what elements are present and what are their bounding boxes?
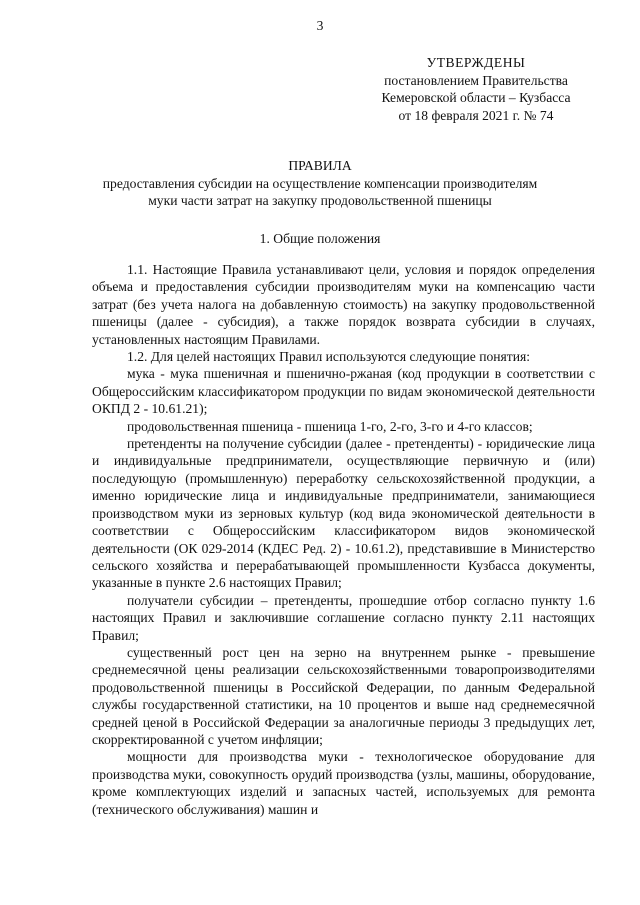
section-heading: 1. Общие положения	[259, 231, 381, 246]
approval-line-1: постановлением Правительства	[384, 72, 568, 88]
definition-applicants: претенденты на получение субсидии (далее - претенденты) - юридические лица и индивидуальные предприниматели, осуществляющие первичную и (или) последующую (промышленную) переработку сельскохозяйственной продукции, а именно юридические лица и индивидуальные предприниматели, занимающиеся производством муки из зерновых культур (код вида экономической деятельности в соответствии с Общероссийским классификатором видов экономической деятельности (ОК 029-2014 (КДЕС Ред. 2) - 10.61.2), представившие в Министерство сельского хозяйства и перерабатывающей промышленности Кузбасса документы, указанные в пункте 2.6 настоящих Правил;	[92, 436, 595, 591]
approval-line-2: Кемеровской области – Кузбасса	[381, 90, 571, 106]
approval-title: УТВЕРЖДЕНЫ	[426, 55, 526, 70]
definition-recipients: получатели субсидии – претенденты, прошедшие отбор согласно пункту 1.6 настоящих Правил и заключившие соглашение согласно пункту 2.11 настоящих Правил;	[92, 592, 595, 643]
definition-price-growth: существенный рост цен на зерно на внутреннем рынке - превышение среднемесячной цены реализации сельскохозяйственными товаропроизводителями продовольственной пшеницы в Российской Федерации, по данным Федеральной службы государственной статистики, на 10 процентов и выше над среднемесячной средней ценой в Российской Федерации за аналогичные периоды 3 предыдущих лет, скорректированной с учетом инфляции;	[92, 644, 595, 747]
paragraph-1-2: 1.2. Для целей настоящих Правил используются следующие понятия:	[127, 349, 531, 365]
definition-wheat: продовольственная пшеница - пшеница 1-го, 2-го, 3-го и 4-го классов;	[127, 418, 533, 434]
approval-block	[356, 54, 596, 124]
paragraph-1-1: 1.1. Настоящие Правила устанавливают цели, условия и порядок определения объема и предоставления субсидии производителям муки на компенсацию части затрат (без учета налога на добавленную стоимость) на закупку продовольственной пшеницы (далее - субсидия), а также порядок возврата субсидии в случаях, установленных настоящим Правилами.	[92, 262, 595, 347]
approval-line-3: от 18 февраля 2021 г. № 74	[398, 107, 554, 123]
definition-flour: мука - мука пшеничная и пшенично-ржаная (код продукции в соответствии с Общероссийским классификатором продукции по видам экономической деятельности ОКПД 2 - 10.61.21);	[92, 366, 595, 417]
page-number: 3	[316, 18, 324, 33]
subtitle-line-2: муки части затрат на закупку продовольственной пшеницы	[148, 193, 492, 209]
document-subtitle	[0, 175, 640, 210]
definition-capacity: мощности для производства муки - технологическое оборудование для производства муки, совокупность орудий производства (узлы, машины, оборудование, кроме комплектующих изделий и запасных частей, используемых для ремонта (технического обслуживания) машин и	[92, 749, 595, 817]
body-text	[92, 261, 595, 818]
subtitle-line-1: предоставления субсидии на осуществление компенсации производителям	[102, 176, 538, 191]
document-title: ПРАВИЛА	[288, 158, 352, 173]
